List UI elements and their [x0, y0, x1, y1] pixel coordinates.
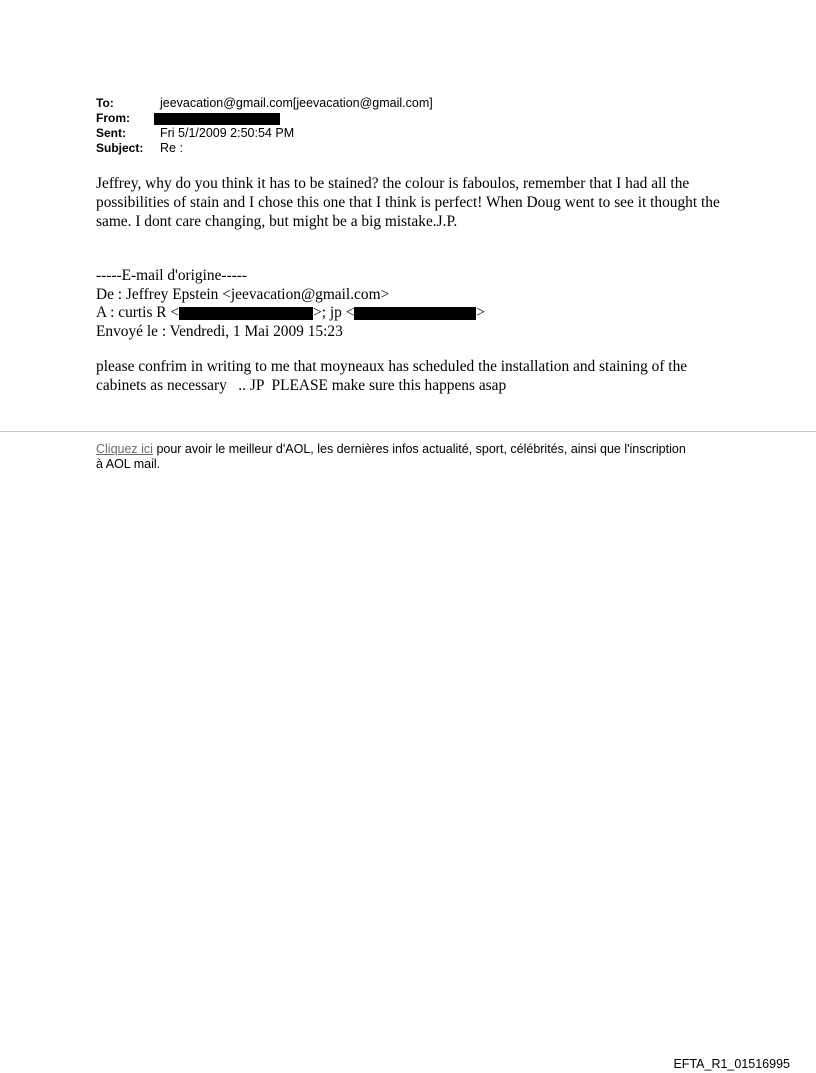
jp-email-redaction	[354, 307, 476, 320]
aol-footer	[96, 442, 696, 472]
to-label: To:	[96, 96, 114, 110]
original-from: De : Jeffrey Epstein <jeevacation@gmail.com>	[96, 285, 390, 303]
message-body: Jeffrey, why do you think it has to be stained? the colour is faboulos, remember that I had all the possibilities of stain and I chose this one that I think is perfect! When Doug went to see it thought the same. I dont care changing, but might be a big mistake.J.P.	[96, 175, 720, 230]
cliquez-ici-link[interactable]: Cliquez ici	[96, 442, 153, 456]
from-redaction	[154, 113, 280, 125]
aol-ad-text: pour avoir le meilleur d'AOL, les dernières infos actualité, sport, célébrités, ainsi que l'inscription à AOL mail.	[96, 442, 686, 471]
curtis-email-redaction	[179, 307, 313, 320]
email-header	[96, 96, 433, 156]
to-value: jeevacation@gmail.com[jeevacation@gmail.com]	[160, 96, 433, 110]
original-to-middle: >; jp <	[313, 304, 355, 321]
subject-value: Re :	[160, 141, 183, 155]
original-message	[96, 267, 736, 341]
original-sent: Envoyé le : Vendredi, 1 Mai 2009 15:23	[96, 322, 343, 340]
original-to	[96, 304, 736, 323]
divider	[0, 431, 816, 432]
original-request: please confrim in writing to me that moyneaux has scheduled the installation and staining of the cabinets as necessary .. JP PLEASE make sure this happens asap	[96, 358, 691, 394]
bates-number: EFTA_R1_01516995	[673, 1057, 790, 1071]
original-to-prefix: A : curtis R <	[96, 304, 180, 321]
to-row	[96, 96, 433, 111]
sent-value: Fri 5/1/2009 2:50:54 PM	[160, 126, 295, 140]
from-value	[160, 111, 280, 126]
from-row	[96, 111, 433, 126]
original-separator: -----E-mail d'origine-----	[96, 267, 248, 284]
sent-label: Sent:	[96, 126, 126, 140]
original-to-suffix: >	[476, 304, 486, 321]
sent-row	[96, 126, 433, 141]
subject-label: Subject:	[96, 141, 144, 155]
from-label: From:	[96, 111, 130, 125]
subject-row	[96, 141, 433, 156]
